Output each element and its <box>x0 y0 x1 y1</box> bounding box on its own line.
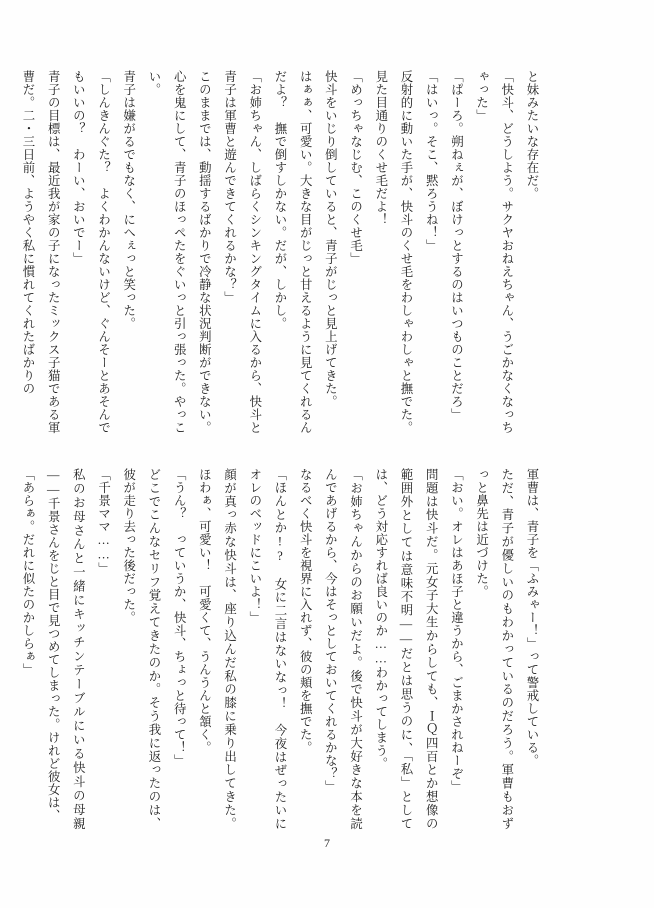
paragraph: 「めっちゃなじむ、このくせ毛」 <box>348 70 363 265</box>
paragraph: 青子は嫌がるでもなく、にへぇっと笑った。 <box>121 70 136 330</box>
paragraph: 「快斗、どうしよう。サクヤおねえちゃん、うごかなくなっちゃった」 <box>474 70 514 434</box>
paragraph: 顔が真っ赤な快斗は、座り込んだ私の膝に乗り出してきた。ほわぁ、可愛い！ 可愛くて、うんうんと頷く。 <box>197 468 237 830</box>
paragraph: 「千景ママ……」 <box>96 468 111 576</box>
paragraph: 「ぱーろ。朔ねぇが、ぼけっとするのはいつものことだろ」 <box>449 70 464 421</box>
paragraph: 「うん？ っていうか、快斗、ちょっと待って！」 <box>172 468 187 767</box>
paragraph: と妹みたいな存在だ。 <box>525 70 539 200</box>
paragraph: 青子の目標は、最近我が家の子になったミックス子猫である軍曹だ。二・三日前、ようやく私に慣れてくれたばかりの <box>20 70 61 434</box>
text-block-top <box>20 70 544 434</box>
page-number: 7 <box>324 836 330 850</box>
paragraph: 反射的に動いた手が、快斗のくせ毛をわしゃわしゃと撫でた。見た目通りのくせ毛だよ！ <box>373 70 413 434</box>
paragraph: ただ、青子が優しいのもわかっているのだろう。軍曹もおずっと鼻先は近づけた。 <box>474 468 514 830</box>
paragraph: このままでは、動揺するばかりで冷静な状況判断ができない。心を鬼にして、青子のほっぺたをぐいっと引っ張った。やっこい。 <box>146 70 212 434</box>
paragraph: 「しんきんぐた？ よくわかんないけど、ぐんそーとあそんでもいいの？ わーい、おいでー」 <box>71 70 111 434</box>
paragraph: 「ほんとか!? 女に二言はないなっ！ 今夜はぜったいにオレのベッドにこいよ！」 <box>247 468 287 830</box>
paragraph: どこでこんなセリフ覚えてきたのか。そう我に返ったのは、彼が走り去った後だった。 <box>121 468 161 830</box>
paragraph: 快斗をいじり倒していると、青子がじっと見上げてきた。 <box>323 70 338 408</box>
paragraph: 「おい。オレはあほ子と違うから、ごまかされねーぞ」 <box>449 468 464 793</box>
paragraph: 軍曹は、青子を「ふみゃー！」って警戒している。 <box>525 468 539 767</box>
paragraph: 「はいっ。そこ、黙ろうね！」 <box>424 70 439 252</box>
paragraph: なるべく快斗を視界に入れず、彼の頬を撫でた。 <box>298 468 313 754</box>
paragraph: 「お姉ちゃん、しばらくシンキングタイムに入るから、快斗と青子は軍曹と遊んできてくれるかな？」 <box>222 70 262 434</box>
paragraph: はぁぁ、可愛い。大きな目がじっと甘えるように見てくれるんだよ？ 撫で倒すしかない。だが、しかし。 <box>272 70 313 434</box>
paragraph: 「あらぁ。だれに似たのかしらぁ」 <box>20 468 35 676</box>
paragraph: 「お姉ちゃんからのお願いだよ。後で快斗が大好きな本を読んであげるから、今はそっとしておいてくれるかな？」 <box>323 468 363 830</box>
paragraph: 問題は快斗だ。元女子大生からしても、ＩＱ四百とか想像の範囲外としては意味不明——だとは思うのに、「私」としては、どう対応すれば良いのか……わかってしまう。 <box>373 468 439 830</box>
text-block-bottom <box>20 468 544 830</box>
paragraph: 私のお母さんと一緒にキッチンテーブルにいる快斗の母親——千景さんをじと目で見つめてしまった。けれど彼女は、 <box>46 468 86 830</box>
